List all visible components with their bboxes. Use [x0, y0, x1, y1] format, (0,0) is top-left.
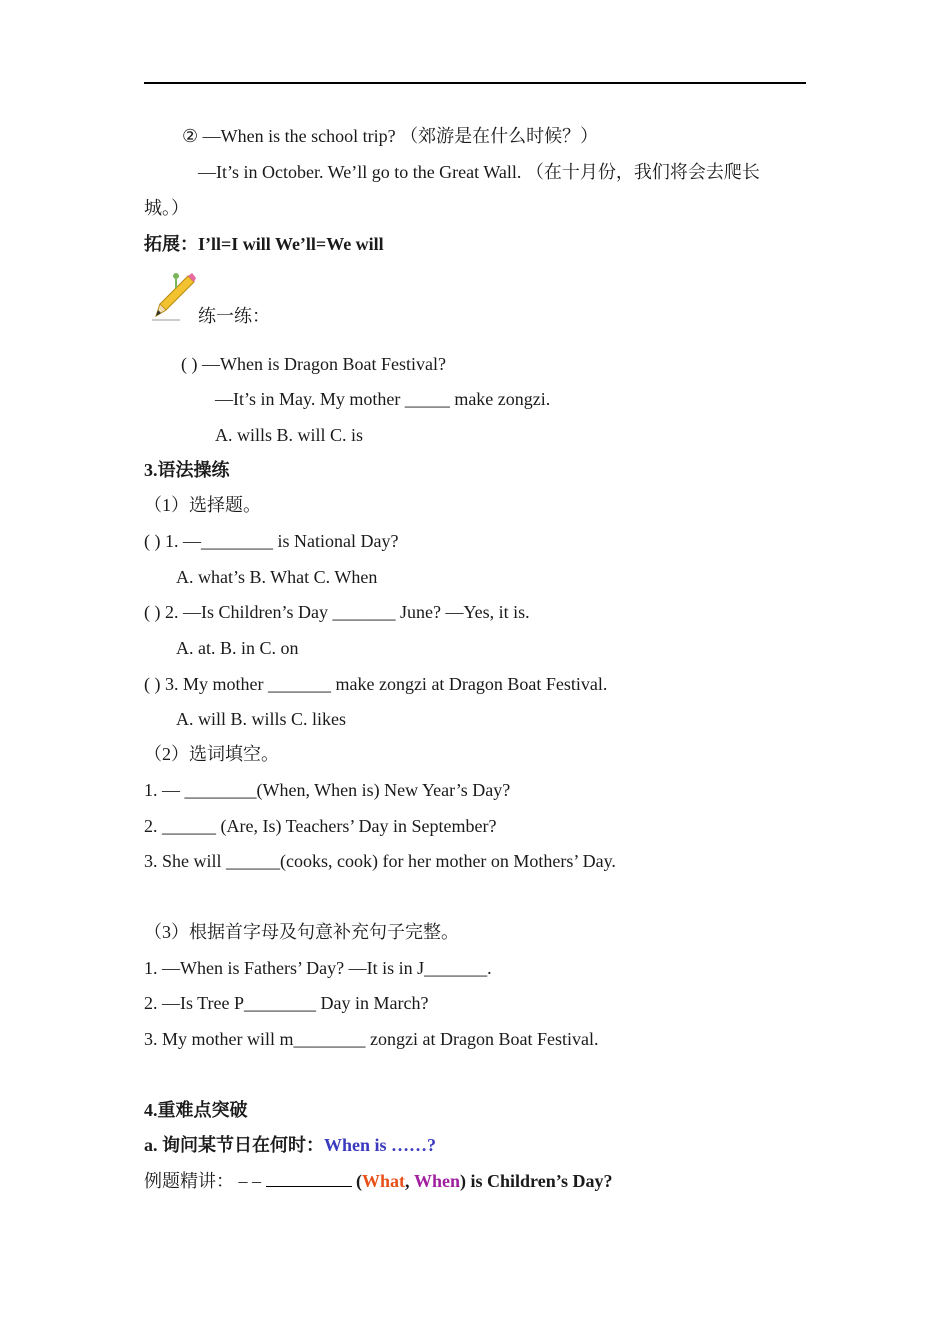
section4-title: 4.重难点突破 [144, 1100, 248, 1120]
extension-note: 拓展：I’ll=I will We’ll=We will [144, 234, 384, 254]
mc-options-3: A. will B. wills C. likes [176, 709, 347, 729]
example2-answer-line1: —It’s in October. We’ll go to the Great Wall. （在十月份，我们将会去爬长 [198, 162, 760, 182]
section3-title: 3.语法操练 [144, 460, 230, 480]
section4-point-a [144, 1133, 436, 1157]
mc-question-1: ( ) 1. —________ is National Day? [144, 531, 399, 551]
fill-word-3: 3. She will ______(cooks, cook) for her mother on Mothers’ Day. [144, 851, 616, 871]
mc-options-1: A. what’s B. What C. When [176, 567, 378, 587]
pencil-icon [150, 270, 198, 322]
fill-word-2: 2. ______ (Are, Is) Teachers’ Day in September? [144, 816, 497, 836]
example-label: 例题精讲： – – [144, 1171, 261, 1191]
fill-word-1: 1. — ________(When, When is) New Year’s Day? [144, 780, 511, 800]
initial-letter-2: 2. —Is Tree P________ Day in March? [144, 993, 429, 1013]
example-explanation [144, 1169, 613, 1193]
example-blank [266, 1170, 352, 1187]
example2-answer-line2: 城。） [144, 198, 189, 218]
practice-options: A. wills B. will C. is [215, 425, 364, 445]
practice-question: ( ) —When is Dragon Boat Festival? [181, 354, 446, 374]
point-a-label: a. 询问某节日在何时： [144, 1135, 324, 1155]
initial-letter-3: 3. My mother will m________ zongzi at Dragon Boat Festival. [144, 1029, 599, 1049]
practice-answer: —It’s in May. My mother _____ make zongzi. [215, 389, 551, 409]
header-rule [144, 82, 806, 84]
mc-question-3: ( ) 3. My mother _______ make zongzi at Dragon Boat Festival. [144, 674, 608, 694]
example-comma: , [405, 1171, 410, 1191]
section3-part1-title: （1）选择题。 [144, 495, 261, 515]
example2-question: ② —When is the school trip? （郊游是在什么时候？） [182, 126, 599, 146]
mc-question-2: ( ) 2. —Is Children’s Day _______ June? —Yes, it is. [144, 602, 530, 622]
mc-options-2: A. at. B. in C. on [176, 638, 299, 658]
point-a-pattern: When is ……? [324, 1135, 437, 1155]
example-rest: ) is Children’s Day? [460, 1171, 613, 1191]
initial-letter-1: 1. —When is Fathers’ Day? —It is in J_______. [144, 958, 492, 978]
practice-label: 练一练： [198, 306, 270, 326]
section3-part3-title: （3）根据首字母及句意补充句子完整。 [144, 922, 459, 942]
example-option-when: When [414, 1171, 461, 1191]
example-option-what: What [362, 1171, 406, 1191]
example-open-paren: ( [356, 1171, 362, 1191]
section3-part2-title: （2）选词填空。 [144, 744, 279, 764]
